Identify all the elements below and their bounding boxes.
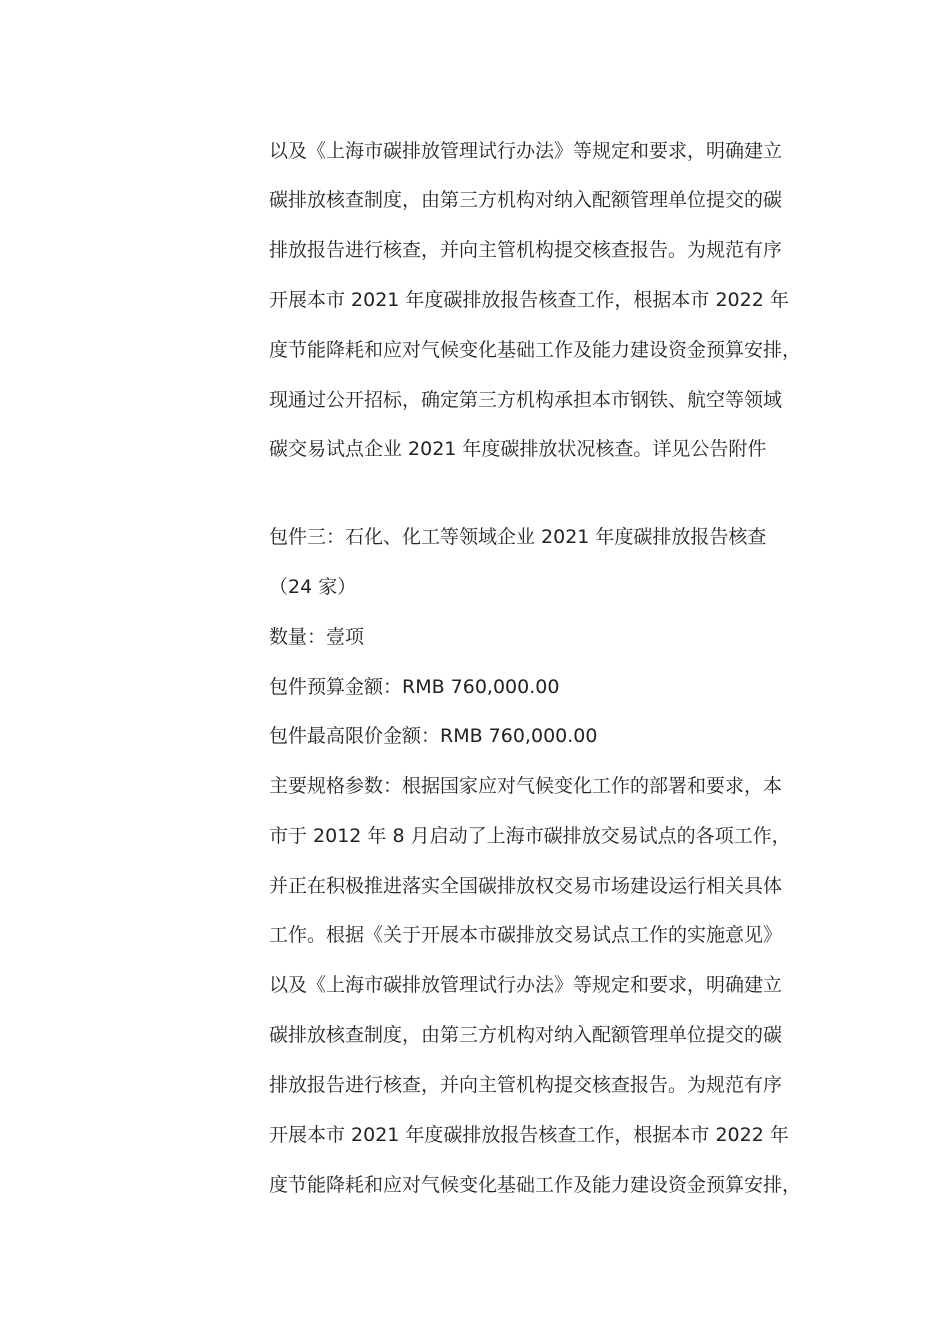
paragraph-line: 开展本市 2021 年度碳排放报告核查工作，根据本市 2022 年 <box>269 289 789 311</box>
paragraph-line: 工作。根据《关于开展本市碳排放交易试点工作的实施意见》 <box>269 924 783 946</box>
paragraph-line: 度节能降耗和应对气候变化基础工作及能力建设资金预算安排， <box>269 1174 802 1196</box>
quantity-line: 数量：壹项 <box>269 626 365 648</box>
paragraph-line: 现通过公开招标，确定第三方机构承担本市钢铁、航空等领域 <box>269 389 783 411</box>
paragraph-line: 碳排放核查制度，由第三方机构对纳入配额管理单位提交的碳 <box>269 189 783 211</box>
paragraph-line: 开展本市 2021 年度碳排放报告核查工作，根据本市 2022 年 <box>269 1124 789 1146</box>
paragraph-line: 主要规格参数：根据国家应对气候变化工作的部署和要求，本 <box>269 775 783 797</box>
paragraph-line: 碳交易试点企业 2021 年度碳排放状况核查。详见公告附件 <box>269 438 767 460</box>
paragraph-line: 排放报告进行核查，并向主管机构提交核查报告。为规范有序 <box>269 239 783 261</box>
paragraph-line: 并正在积极推进落实全国碳排放权交易市场建设运行相关具体 <box>269 875 783 897</box>
paragraph-line: 排放报告进行核查，并向主管机构提交核查报告。为规范有序 <box>269 1074 783 1096</box>
max-price-line: 包件最高限价金额：RMB 760,000.00 <box>269 725 598 747</box>
paragraph-line: 以及《上海市碳排放管理试行办法》等规定和要求，明确建立 <box>269 140 783 162</box>
budget-line: 包件预算金额：RMB 760,000.00 <box>269 676 560 698</box>
package-count: （24 家） <box>269 576 357 598</box>
package-title: 包件三：石化、化工等领域企业 2021 年度碳排放报告核查 <box>269 526 767 548</box>
paragraph-line: 市于 2012 年 8 月启动了上海市碳排放交易试点的各项工作， <box>269 825 791 847</box>
paragraph-line: 以及《上海市碳排放管理试行办法》等规定和要求，明确建立 <box>269 974 783 996</box>
paragraph-line: 度节能降耗和应对气候变化基础工作及能力建设资金预算安排， <box>269 339 802 361</box>
paragraph-line: 碳排放核查制度，由第三方机构对纳入配额管理单位提交的碳 <box>269 1024 783 1046</box>
